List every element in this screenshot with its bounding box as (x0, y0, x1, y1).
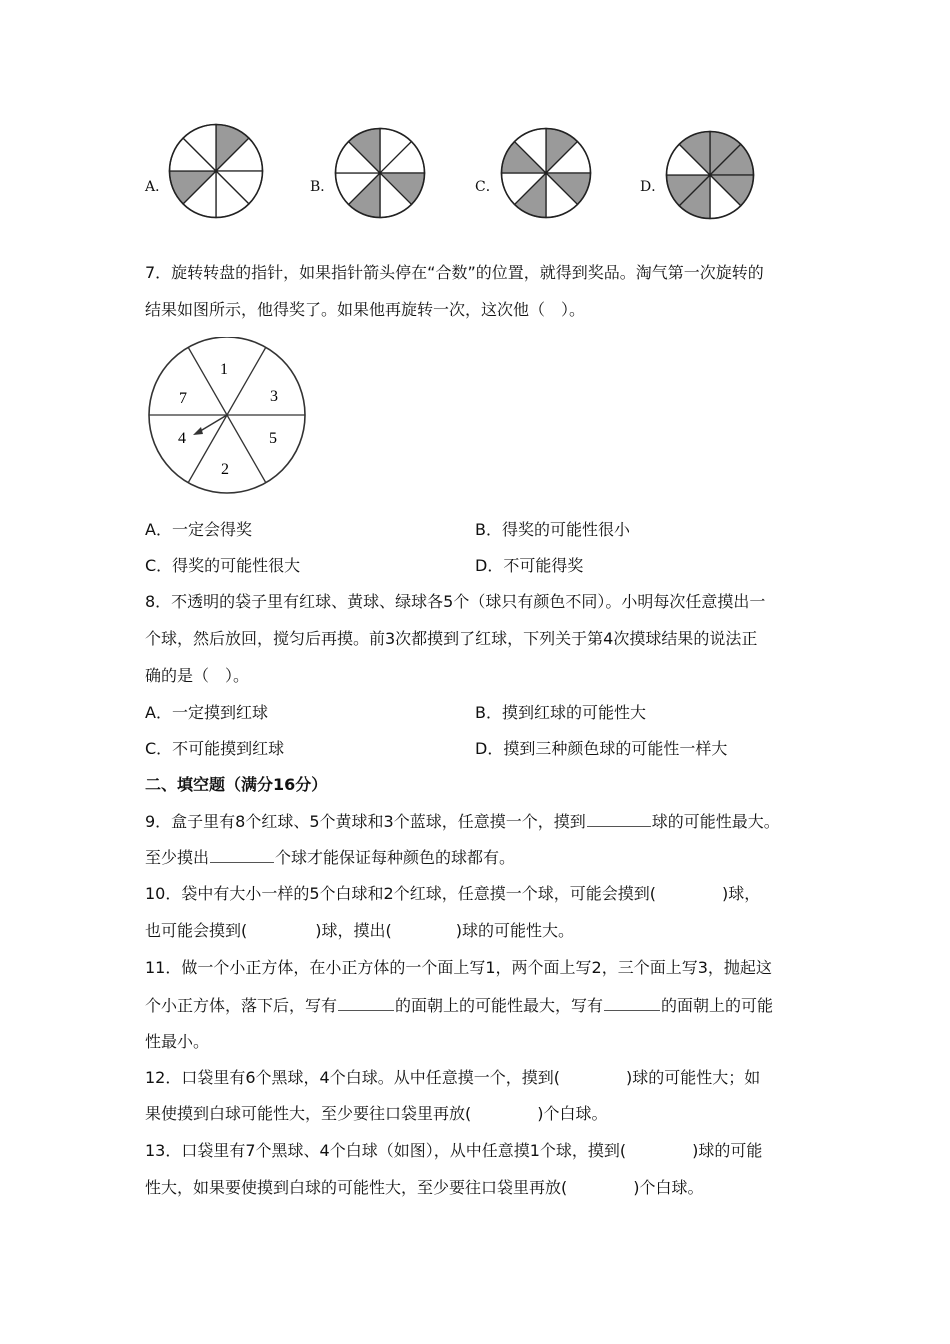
q9-text: 球的可能性最大。 (651, 812, 780, 831)
spinner-number-3: 3 (270, 388, 278, 405)
q8-text-line1: 8．不透明的袋子里有红球、黄球、绿球各5个（球只有颜色不同）。小明每次任意摸出一 (145, 592, 766, 611)
q11-text: 的面朝上的可能性最大，写有 (395, 996, 604, 1015)
q12-text: 12．口袋里有6个黑球，4个白球。从中任意摸一个，摸到( (145, 1068, 560, 1087)
q6-option-b-label: B． (310, 179, 335, 195)
q8-text-line3: 确的是（ ）。 (145, 666, 250, 685)
q7-option-d[interactable]: D．不可能得奖 (475, 556, 584, 575)
q10-line2 (145, 920, 574, 942)
q6-option-a-label: A． (145, 179, 170, 195)
q13-text: )球的可能 (692, 1141, 763, 1160)
section-heading: 二、填空题（满分16分） (145, 775, 328, 794)
q12-text: 果使摸到白球可能性大，至少要往口袋里再放( (145, 1104, 472, 1123)
q7-text-line2: 结果如图所示，他得奖了。如果他再旋转一次，这次他（ ）。 (145, 300, 586, 319)
q6-option-a-circle (167, 123, 265, 219)
q10-text: )球的可能性大。 (455, 921, 574, 940)
spinner-number-5: 5 (269, 430, 277, 447)
q6-option-d-circle (664, 130, 756, 220)
q6-option-b-circle (333, 127, 427, 219)
q7-option-a[interactable]: A．一定会得奖 (145, 520, 252, 539)
q8-option-b[interactable]: B．摸到红球的可能性大 (475, 703, 646, 722)
q12-line2 (145, 1103, 608, 1125)
q9-line2 (145, 846, 515, 869)
q11-line3: 性最小。 (145, 1032, 210, 1051)
q13-text: 13．口袋里有7个黑球、4个白球（如图），从中任意摸1个球，摸到( (145, 1141, 627, 1160)
q7-text-line1: 7．旋转转盘的指针，如果指针箭头停在“合数”的位置，就得到奖品。淘气第一次旋转的 (145, 263, 764, 282)
q10-line1 (145, 883, 760, 905)
q13-text: )个白球。 (633, 1178, 704, 1197)
q11-line2 (145, 994, 773, 1017)
q8-option-a[interactable]: A．一定摸到红球 (145, 703, 268, 722)
q6-option-c-circle (499, 127, 593, 219)
q8-option-c[interactable]: C．不可能摸到红球 (145, 739, 285, 758)
q11-blank-1[interactable] (338, 994, 394, 1011)
q11-text: 个小正方体，落下后，写有 (145, 996, 338, 1015)
q9-text: 个球才能保证每种颜色的球都有。 (275, 848, 516, 867)
q8-option-d[interactable]: D．摸到三种颜色球的可能性一样大 (475, 739, 728, 758)
q10-text: )球，摸出( (315, 921, 392, 940)
q9-line1 (145, 810, 780, 833)
q11-text: 的面朝上的可能 (661, 996, 774, 1015)
spinner-number-2: 2 (221, 461, 229, 478)
q10-text: 也可能会摸到( (145, 921, 248, 940)
q8-text-line2: 个球，然后放回，搅匀后再摸。前3次都摸到了红球，下列关于第4次摸球结果的说法正 (145, 629, 758, 648)
spinner-number-1: 1 (220, 361, 228, 378)
q9-blank-1[interactable] (587, 810, 651, 827)
q6-option-d-label: D． (640, 179, 666, 195)
q7-spinner (145, 337, 309, 497)
q10-text: 10．袋中有大小一样的5个白球和2个红球，任意摸一个球，可能会摸到( (145, 884, 656, 903)
q11-blank-2[interactable] (604, 994, 660, 1011)
q13-line2 (145, 1177, 704, 1199)
q7-option-b[interactable]: B．得奖的可能性很小 (475, 520, 630, 539)
q13-text: 性大，如果要使摸到白球的可能性大，至少要往口袋里再放( (145, 1178, 568, 1197)
q6-option-c-label: C． (475, 179, 500, 195)
spinner-number-7: 7 (179, 390, 187, 407)
q12-line1 (145, 1067, 760, 1089)
q12-text: )个白球。 (537, 1104, 608, 1123)
q9-text: 至少摸出 (145, 848, 210, 867)
q9-blank-2[interactable] (210, 846, 274, 863)
q12-text: )球的可能性大；如 (625, 1068, 761, 1087)
q10-text: )球， (721, 884, 761, 903)
q9-text: 9．盒子里有8个红球、5个黄球和3个蓝球，任意摸一个，摸到 (145, 812, 586, 831)
q11-line1: 11．做一个小正方体，在小正方体的一个面上写1，两个面上写2，三个面上写3，抛起这 (145, 958, 772, 977)
q7-option-c[interactable]: C．得奖的可能性很大 (145, 556, 301, 575)
spinner-number-4: 4 (178, 430, 186, 447)
q13-line1 (145, 1140, 762, 1162)
